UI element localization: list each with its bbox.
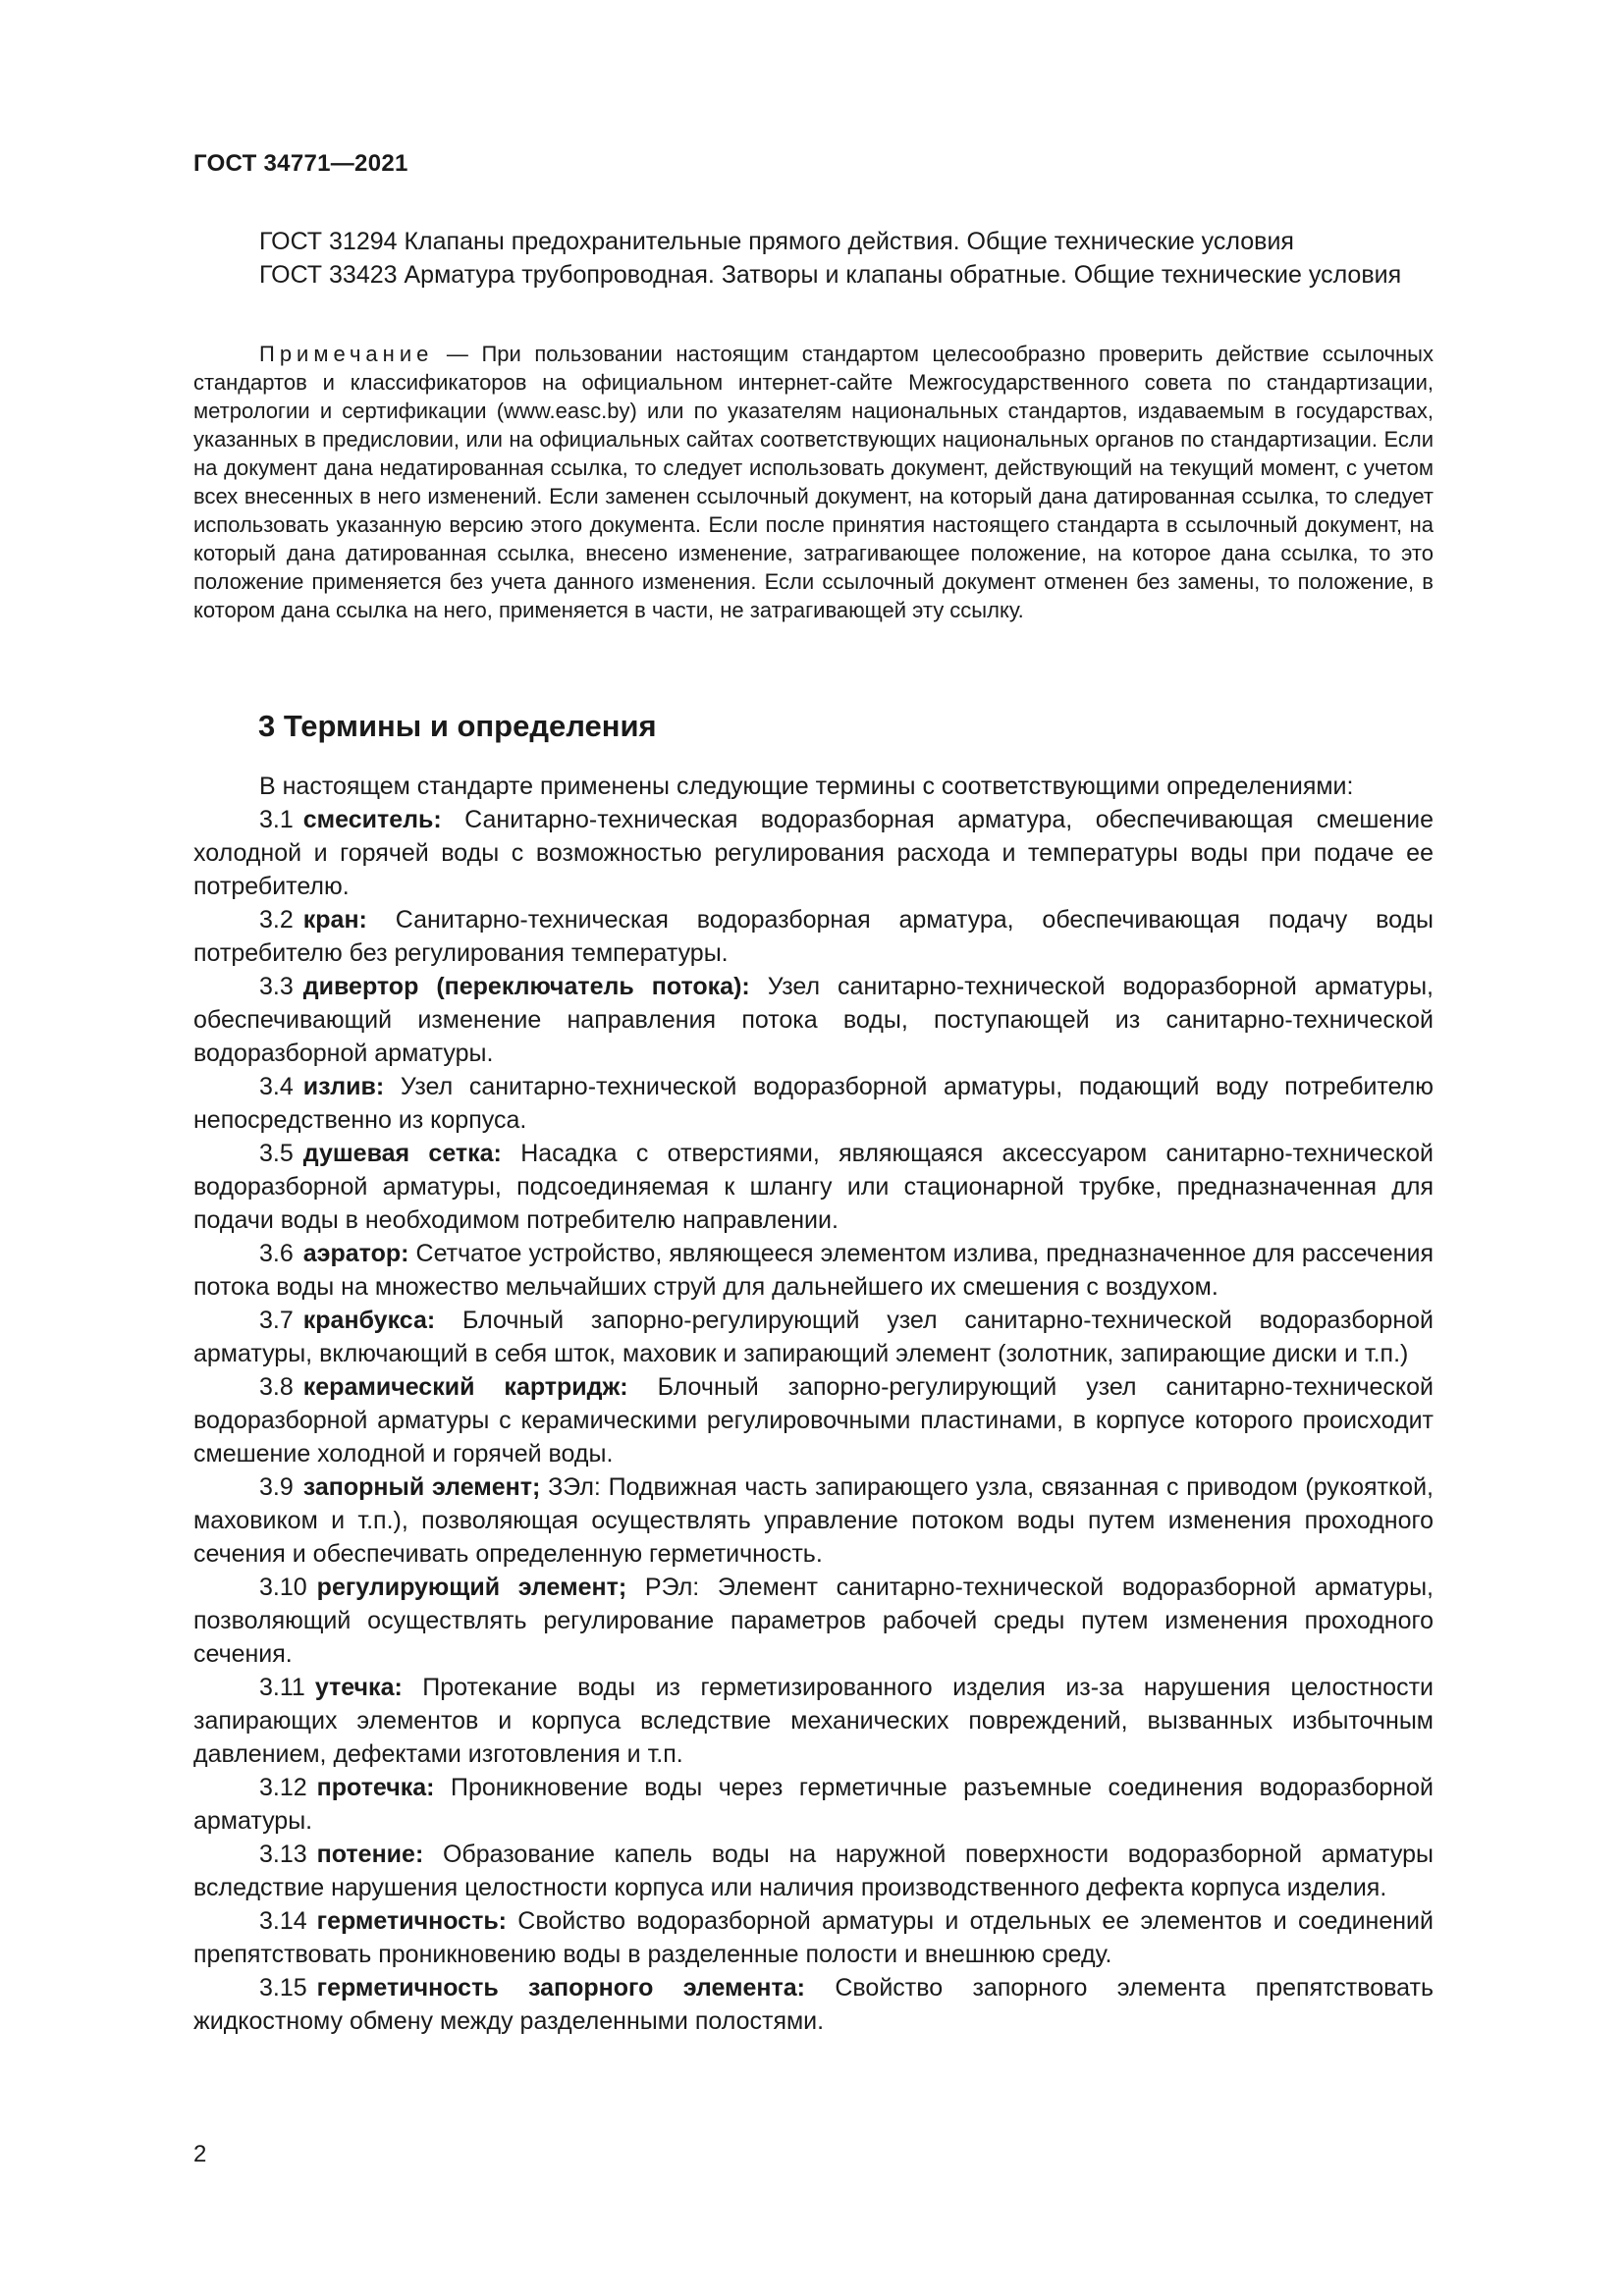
term-name: герметичность запорного элемента: — [316, 1974, 806, 2002]
note-text: — При пользовании настоящим стандартом целесообразно проверить действие ссылочных стандартов и классификаторов на официальном интернет-сайте Межгосударственного совета по стандартизации, метрологии и сертификации (www.easc.by) или по указателям национальных стандартов, издаваемым в государствах, указанных в предисловии, или на официальных сайтах соответствующих национальных органов по стандартизации. Если на документ дана недатированная ссылка, то следует использовать документ, действующий на текущий момент, с учетом всех внесенных в него изменений. Если заменен ссылочный документ, на который дана датированная ссылка, то следует использовать указанную версию этого документа. Если после принятия настоящего стандарта в ссылочный документ, на который дана датированная ссылка, внесено изменение, затрагивающее положение, на которое дана ссылка, то это положение применяется без учета данного изменения. Если ссылочный документ отменен без замены, то положение, в котором дана ссылка на него, применяется в части, не затрагивающей эту ссылку. — [193, 342, 1434, 622]
term-name: дивертор (переключатель потока): — [302, 973, 750, 1000]
term-item — [193, 1470, 1434, 1571]
term-definition: Узел санитарно-технической водоразборной арматуры, обеспечивающий изменение направления потока воды, поступающей из санитарно-технической водоразборной арматуры. — [193, 973, 1435, 1067]
reference-item: ГОСТ 33423 Арматура трубопроводная. Затворы и клапаны обратные. Общие технические условия — [259, 261, 1402, 289]
term-name: потение: — [316, 1841, 424, 1868]
term-name: душевая сетка: — [302, 1140, 502, 1167]
term-number: 3.5 — [259, 1140, 294, 1167]
term-definition: ЗЭл: Подвижная часть запирающего узла, связанная с приводом (рукояткой, маховиком и т.п.), позволяющая осуществлять управление потоком воды путем изменения проходного сечения и обеспечивать определенную герметичность. — [193, 1473, 1434, 1568]
term-definition: РЭл: Элемент санитарно-технической водоразборной арматуры, позволяющий осуществлять регулирование параметров рабочей среды путем изменения проходного сечения. — [193, 1574, 1434, 1668]
term-number: 3.13 — [259, 1841, 307, 1868]
reference-item: ГОСТ 31294 Клапаны предохранительные прямого действия. Общие технические условия — [259, 228, 1294, 255]
note-paragraph — [193, 340, 1434, 624]
term-item — [193, 1304, 1434, 1370]
term-item — [193, 1137, 1434, 1237]
note-block — [193, 340, 1434, 624]
term-number: 3.14 — [259, 1907, 307, 1935]
term-name: кранбукса: — [302, 1307, 436, 1334]
term-name: керамический картридж: — [302, 1373, 628, 1401]
term-number: 3.6 — [259, 1240, 294, 1267]
term-item — [193, 903, 1434, 970]
term-definition: Протекание воды из герметизированного изделия из-за нарушения целостности запирающих элементов и корпуса вследствие механических повреждений, вызванных избыточным давлением, дефектами изготовления и т.п. — [193, 1674, 1434, 1768]
term-definition: Санитарно-техническая водоразборная арматура, обеспечивающая подачу воды потребителю без регулирования температуры. — [193, 906, 1434, 967]
term-number: 3.11 — [259, 1674, 305, 1701]
term-definition: Сетчатое устройство, являющееся элементом излива, предназначенное для рассечения потока воды на множество мельчайших струй для дальнейшего их смешения с воздухом. — [193, 1240, 1434, 1301]
normative-references-list — [193, 225, 1434, 292]
term-definition: Блочный запорно-регулирующий узел санитарно-технической водоразборной арматуры с керамическими регулировочными пластинами, в корпусе которого происходит смешение холодной и горячей воды. — [193, 1373, 1434, 1468]
term-definition: Блочный запорно-регулирующий узел санитарно-технической водоразборной арматуры, включающий в себя шток, маховик и запирающий элемент (золотник, запирающие диски и т.п.) — [193, 1307, 1434, 1367]
term-number: 3.15 — [259, 1974, 307, 2002]
term-item — [193, 1237, 1434, 1304]
term-number: 3.1 — [259, 806, 294, 833]
term-item — [193, 1070, 1434, 1137]
term-name: кран: — [302, 906, 367, 934]
term-number: 3.2 — [259, 906, 294, 934]
term-name: протечка: — [316, 1774, 435, 1801]
term-definition: Свойство водоразборной арматуры и отдельных ее элементов и соединений препятствовать проникновению воды в разделенные полости и внешнюю среду. — [193, 1907, 1434, 1968]
term-definition: Узел санитарно-технической водоразборной арматуры, подающий воду потребителю непосредственно из корпуса. — [193, 1073, 1434, 1134]
term-name: аэратор: — [302, 1240, 409, 1267]
term-name: излив: — [302, 1073, 385, 1100]
term-definition: Свойство запорного элемента препятствовать жидкостному обмену между разделенными полостями. — [193, 1974, 1434, 2035]
section-title: 3 Термины и определения — [258, 709, 657, 743]
term-definition: Проникновение воды через герметичные разъемные соединения водоразборной арматуры. — [193, 1774, 1434, 1835]
term-number: 3.3 — [259, 973, 294, 1000]
term-name: регулирующий элемент; — [316, 1574, 627, 1601]
term-number: 3.4 — [259, 1073, 294, 1100]
terms-list — [193, 770, 1434, 2038]
term-name: герметичность: — [316, 1907, 508, 1935]
term-item — [193, 803, 1434, 903]
term-name: запорный элемент; — [302, 1473, 541, 1501]
term-item — [193, 1838, 1434, 1904]
term-name: смеситель: — [302, 806, 442, 833]
term-number: 3.10 — [259, 1574, 307, 1601]
term-item — [193, 1904, 1434, 1971]
page-number: 2 — [193, 2141, 207, 2167]
term-number: 3.7 — [259, 1307, 294, 1334]
term-definition: Санитарно-техническая водоразборная арматура, обеспечивающая смешение холодной и горячей воды с возможностью регулирования расхода и температуры воды при подаче ее потребителю. — [193, 806, 1434, 900]
term-name: утечка: — [314, 1674, 403, 1701]
note-label: Примечание — [259, 342, 434, 366]
term-item — [193, 1370, 1434, 1470]
term-item — [193, 1971, 1434, 2038]
term-item — [193, 1571, 1434, 1671]
document-code-header: ГОСТ 34771—2021 — [193, 150, 408, 177]
term-item — [193, 970, 1434, 1070]
term-number: 3.12 — [259, 1774, 307, 1801]
term-item — [193, 1671, 1434, 1771]
term-definition: Насадка с отверстиями, являющаяся аксессуаром санитарно-технической водоразборной арматуры, подсоединяемая к шлангу или стационарной трубке, предназначенная для подачи воды в необходимом потребителю направлении. — [193, 1140, 1434, 1234]
term-definition: Образование капель воды на наружной поверхности водоразборной арматуры вследствие нарушения целостности корпуса или наличия производственного дефекта корпуса изделия. — [193, 1841, 1434, 1901]
section-intro: В настоящем стандарте применены следующие термины с соответствующими определениями: — [259, 773, 1354, 800]
term-number: 3.8 — [259, 1373, 294, 1401]
term-item — [193, 1771, 1434, 1838]
term-number: 3.9 — [259, 1473, 294, 1501]
